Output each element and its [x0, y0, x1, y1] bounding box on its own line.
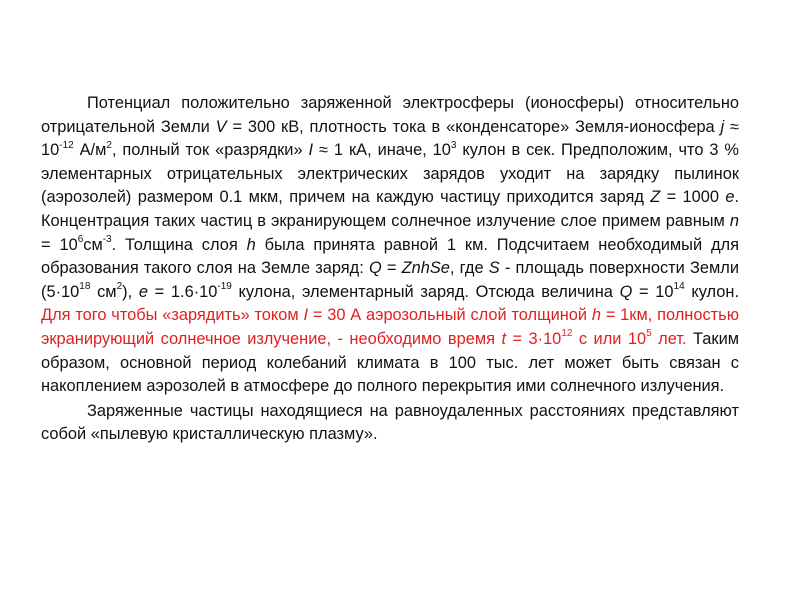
text-run: ≈ 1 кА, иначе, 10 — [313, 141, 451, 160]
text-run: ), — [122, 282, 139, 301]
text-run: = 300 кВ, плотность тока в «конденсаторе» Земля-ионосфера — [226, 117, 721, 136]
text-run: Потенциал положительно заряженной электросферы (ионосферы) относительно отрицательной Земли — [41, 94, 739, 136]
variable-e: e — [725, 188, 735, 207]
variable-q: Q — [619, 282, 633, 301]
text-run: Для того чтобы «зарядить» током — [41, 306, 304, 325]
exponent: 14 — [673, 281, 685, 293]
text-run: кулона, элементарный заряд. Отсюда величина — [231, 282, 620, 301]
exponent: -12 — [59, 139, 74, 151]
text-run: = 3·10 — [506, 329, 562, 348]
paragraph-second: Заряженные частицы находящиеся на равноудаленных расстояниях представляют собой «пылевую кристаллическую плазму». — [41, 401, 739, 444]
exponent: 6 — [77, 234, 84, 246]
text-run: = 30 А аэрозольный слой толщиной — [308, 306, 592, 325]
text-run: = 1км, полностью экранирующий солнечное излучение, - необходимо время — [41, 306, 739, 348]
text-run: см — [83, 235, 103, 254]
variable-v: V — [215, 117, 227, 136]
variable-n: n — [729, 211, 739, 230]
text-run: была принята равной 1 км. Подсчитаем необходимый для образования такого слоя на Земле заряд: — [41, 235, 739, 278]
text-run: ≈ 10 — [41, 117, 739, 160]
exponent: -19 — [217, 281, 232, 293]
text-run: А/м — [73, 141, 107, 160]
highlighted-sentence — [41, 306, 739, 348]
text-run: с или 10 — [572, 329, 647, 348]
text-run: = 10 — [41, 235, 78, 254]
text-run: - площадь поверхности Земли (5·10 — [41, 259, 740, 301]
paragraph-main — [41, 92, 739, 399]
text-run: кулон. — [684, 282, 740, 301]
text-run: Таким образом, основной период колебаний климата в 100 тыс. лет может быть связан с накоплением аэрозолей в атмосфере до полного перекрытия ими солнечного излучения. — [41, 329, 739, 396]
variable-q: Q — [368, 259, 382, 278]
variable-t: t — [501, 329, 506, 348]
text-run: = 1.6·10 — [147, 282, 218, 301]
text-run: . Концентрация таких частиц в экранирующем солнечное излучение слое примем равным — [41, 188, 739, 230]
text-run: = 10 — [632, 282, 674, 301]
text-run: см — [90, 282, 117, 301]
exponent: 18 — [79, 281, 91, 293]
variable-z: Z — [650, 188, 661, 207]
variable-i: I — [308, 141, 314, 160]
variable-h: h — [591, 306, 602, 325]
exponent: -3 — [102, 234, 112, 246]
text-run: кулон в сек. Предположим, что 3 % элементарных отрицательных электрических зарядов уходит на зарядку пылинок (аэрозолей) размером 0.1 мкм, причем на каждую частицу приходится заряд — [41, 141, 739, 207]
text-run: = — [381, 259, 402, 278]
text-run: лет. — [651, 329, 687, 348]
variable-i: I — [303, 306, 309, 325]
text-run: . Толщина слоя — [111, 235, 247, 254]
exponent: 2 — [116, 281, 123, 293]
text-run: = 1000 — [660, 188, 726, 207]
variable-e: e — [138, 282, 148, 301]
exponent: 3 — [450, 139, 457, 151]
exponent: 2 — [106, 139, 112, 151]
variable-s: S — [488, 259, 500, 278]
exponent: 12 — [561, 328, 573, 340]
text-block — [41, 92, 739, 447]
formula-znhse: ZnhSe — [401, 259, 450, 278]
exponent: 5 — [646, 328, 652, 340]
text-run: , полный ток «разрядки» — [111, 141, 309, 160]
text-run: , где — [449, 259, 489, 278]
variable-j: j — [720, 117, 725, 136]
variable-h: h — [246, 235, 256, 254]
